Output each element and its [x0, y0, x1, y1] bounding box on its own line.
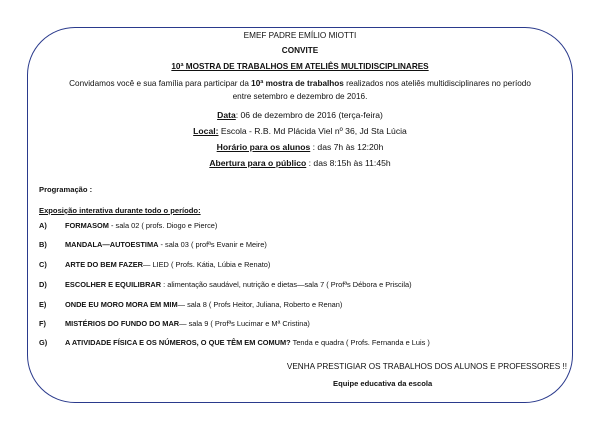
item-letter: C) — [39, 260, 47, 269]
program-label: Programação : — [39, 185, 93, 194]
date-value: : 06 de dezembro de 2016 (terça-feira) — [235, 110, 383, 120]
public-time-label: Abertura para o público — [209, 158, 307, 168]
item-detail: — sala 9 ( Profªs Lucimar e Mª Cristina) — [179, 319, 310, 328]
signature: Equipe educativa da escola — [333, 379, 433, 388]
intro-line-2: entre setembro e dezembro de 2016. — [232, 92, 368, 101]
item-letter: D) — [39, 280, 47, 289]
item-title: MANDALA—AUTOESTIMA — [65, 240, 159, 249]
local-label: Local: — [193, 126, 219, 136]
school-name: EMEF PADRE EMÍLIO MIOTTI — [243, 31, 357, 40]
item-title: ESCOLHER E EQUILIBRAR — [65, 280, 162, 289]
event-title: 10ª MOSTRA DE TRABALHOS EM ATELIÊS MULTIDISCIPLINARES — [171, 62, 429, 71]
intro-post: realizados nos ateliês multidisciplinares no período — [343, 79, 531, 88]
closing-message: VENHA PRESTIGIAR OS TRABALHOS DOS ALUNOS E PROFESSORES !! — [286, 362, 567, 371]
item-letter: B) — [39, 240, 47, 249]
students-time-value: : das 7h às 12:20h — [310, 142, 384, 152]
item-letter: A) — [39, 221, 47, 230]
item-detail: - sala 03 ( profªs Evanir e Meire) — [158, 240, 267, 249]
local-value: Escola - R.B. Md Plácida Viel nº 36, Jd Sta Lúcia — [218, 126, 407, 136]
item-letter: E) — [39, 300, 47, 309]
item-title: ONDE EU MORO MORA EM MIM — [65, 300, 178, 309]
intro-line-1 — [0, 79, 600, 88]
intro-pre: Convidamos você e sua família para participar da — [69, 79, 252, 88]
item-title: FORMASOM — [65, 221, 109, 230]
item-letter: G) — [39, 338, 48, 347]
item-detail: — LIED ( Profs. Kátia, Lúbia e Renato) — [143, 260, 271, 269]
local-line — [0, 126, 600, 136]
item-title: MISTÉRIOS DO FUNDO DO MAR — [65, 319, 180, 328]
public-time-line — [0, 158, 600, 168]
item-detail: — sala 8 ( Profs Heitor, Juliana, Roberto e Renan) — [177, 300, 343, 309]
students-time-label: Horário para os alunos — [216, 142, 311, 152]
date-label: Data — [217, 110, 236, 120]
item-detail: Tenda e quadra ( Profs. Fernanda e Luis ) — [290, 338, 430, 347]
intro-bold: 10ª mostra de trabalhos — [251, 79, 344, 88]
exhibit-label: Exposição interativa durante todo o período: — [39, 206, 201, 215]
public-time-value: : das 8:15h às 11:45h — [306, 158, 391, 168]
item-detail: : alimentação saudável, nutrição e dietas—sala 7 ( Profªs Débora e Priscila) — [161, 280, 412, 289]
invite-heading: CONVITE — [281, 46, 319, 55]
students-time-line — [0, 142, 600, 152]
item-letter: F) — [39, 319, 46, 328]
item-title: ARTE DO BEM FAZER — [65, 260, 144, 269]
item-detail: - sala 02 ( profs. Diogo e Pierce) — [108, 221, 218, 230]
item-title: A ATIVIDADE FÍSICA E OS NÚMEROS, O QUE TÊM EM COMUM? — [65, 338, 291, 347]
date-line — [0, 110, 600, 120]
